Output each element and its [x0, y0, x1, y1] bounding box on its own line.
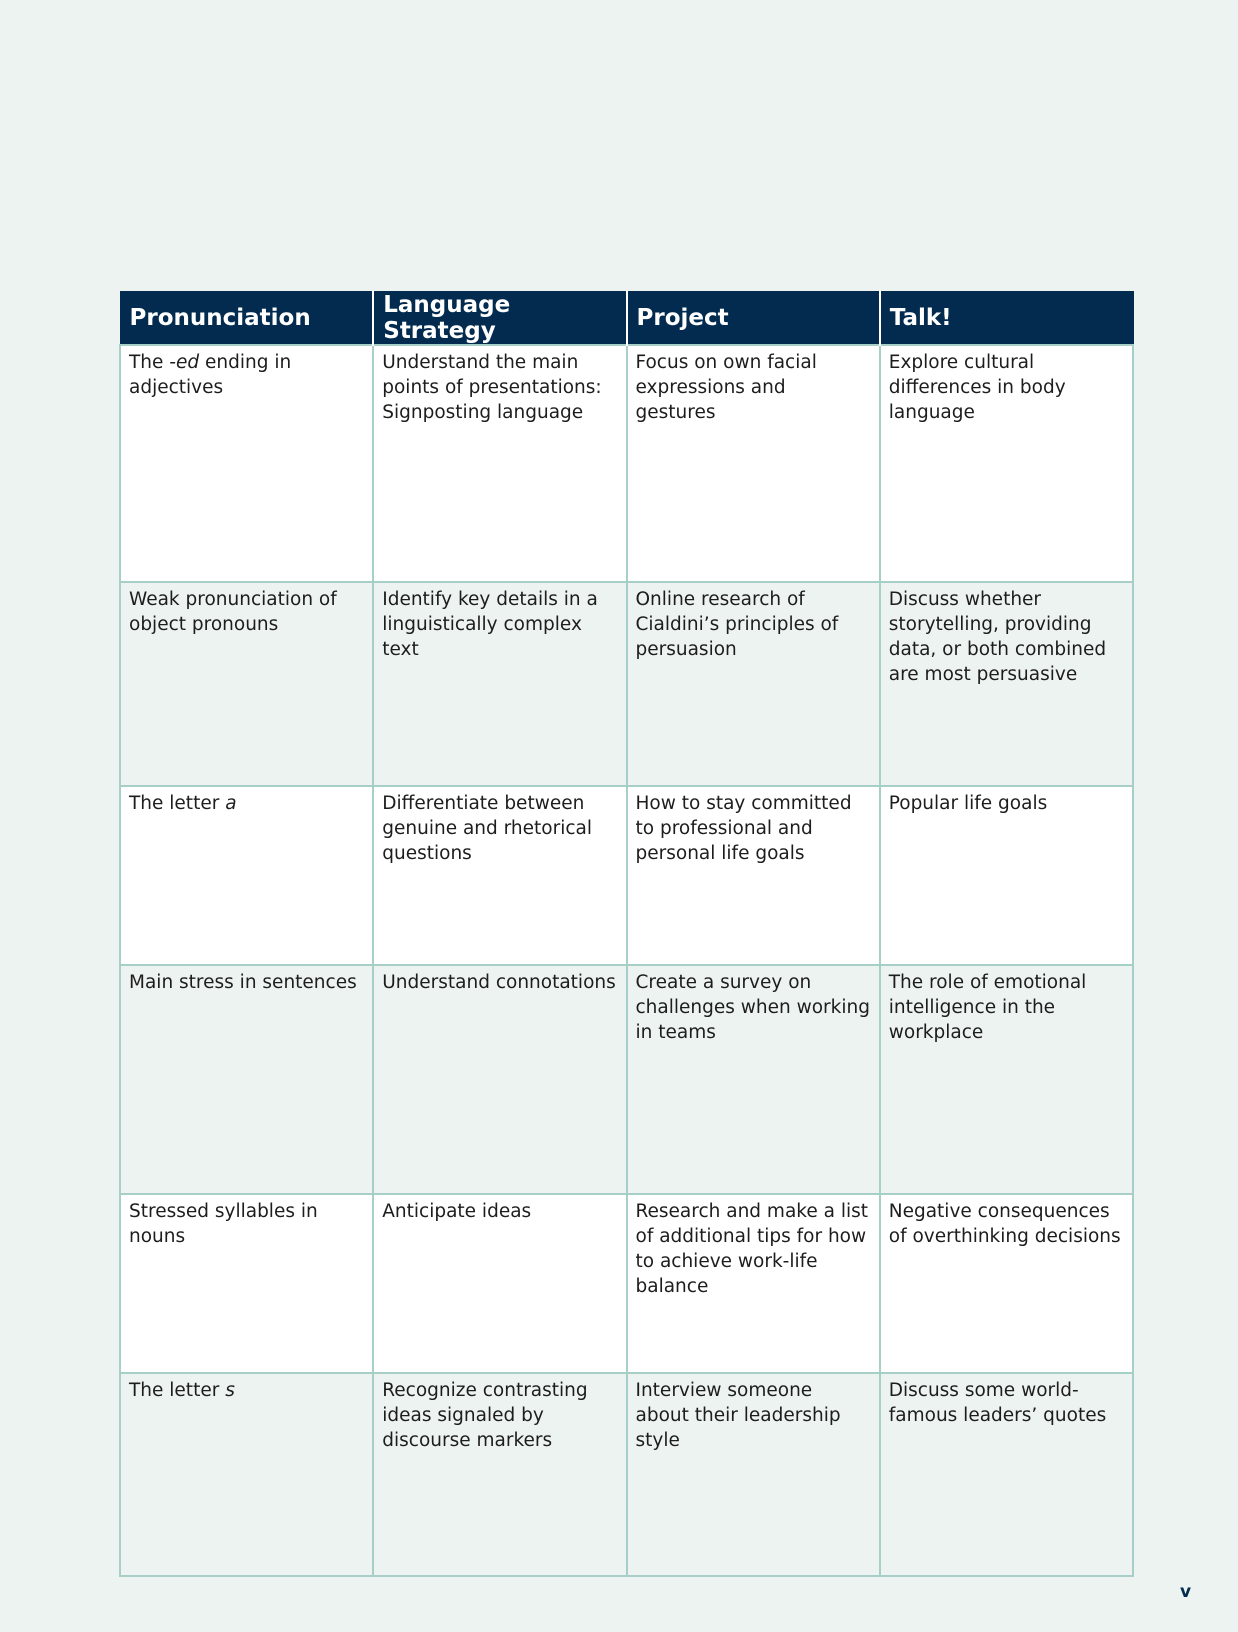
cell-text-italic: s [225, 1380, 235, 1401]
header-talk: Talk! [880, 292, 1133, 346]
project-cell: Create a survey on challenges when working in teams [627, 965, 880, 1194]
cell-text-italic: a [225, 793, 237, 814]
pronunciation-cell [120, 345, 373, 582]
cell-text: ending in adjectives [129, 352, 292, 398]
table-row [120, 1194, 1133, 1373]
table-row [120, 965, 1133, 1194]
cell-text: The letter [129, 1380, 226, 1401]
header-language-strategy: Language Strategy [373, 292, 626, 346]
talk-cell: Popular life goals [880, 786, 1133, 965]
project-cell: Online research of Cialdini’s principles of persuasion [627, 582, 880, 786]
talk-cell: Discuss whether storytelling, providing data, or both combined are most persuasive [880, 582, 1133, 786]
pronunciation-cell [120, 965, 373, 1194]
cell-text-italic: -ed [169, 352, 200, 373]
pronunciation-cell [120, 1194, 373, 1373]
project-cell: Research and make a list of additional tips for how to achieve work-life balance [627, 1194, 880, 1373]
scope-and-sequence-table [119, 291, 1134, 1577]
header-project: Project [627, 292, 880, 346]
table-header-row [120, 292, 1133, 346]
table-row [120, 786, 1133, 965]
page-number: v [1180, 1582, 1192, 1602]
language-strategy-cell: Anticipate ideas [373, 1194, 626, 1373]
cell-text: Weak pronunciation of object pronouns [129, 589, 337, 635]
table-row [120, 345, 1133, 582]
cell-text: Stressed syllables in nouns [129, 1201, 318, 1247]
pronunciation-cell [120, 1373, 373, 1576]
pronunciation-cell [120, 582, 373, 786]
project-cell: Focus on own facial expressions and gestures [627, 345, 880, 582]
header-pronunciation: Pronunciation [120, 292, 373, 346]
language-strategy-cell: Identify key details in a linguistically complex text [373, 582, 626, 786]
table-row [120, 1373, 1133, 1576]
talk-cell: The role of emotional intelligence in the workplace [880, 965, 1133, 1194]
talk-cell: Discuss some world-famous leaders’ quotes [880, 1373, 1133, 1576]
project-cell: How to stay committed to professional and personal life goals [627, 786, 880, 965]
language-strategy-cell: Understand connotations [373, 965, 626, 1194]
project-cell: Interview someone about their leadership style [627, 1373, 880, 1576]
cell-text: The [129, 352, 170, 373]
talk-cell: Negative consequences of overthinking decisions [880, 1194, 1133, 1373]
language-strategy-cell: Recognize contrasting ideas signaled by discourse markers [373, 1373, 626, 1576]
talk-cell: Explore cultural differences in body language [880, 345, 1133, 582]
language-strategy-cell: Understand the main points of presentations: Signposting language [373, 345, 626, 582]
language-strategy-cell: Differentiate between genuine and rhetorical questions [373, 786, 626, 965]
cell-text: The letter [129, 793, 226, 814]
cell-text: Main stress in sentences [129, 972, 357, 993]
pronunciation-cell [120, 786, 373, 965]
table-row [120, 582, 1133, 786]
